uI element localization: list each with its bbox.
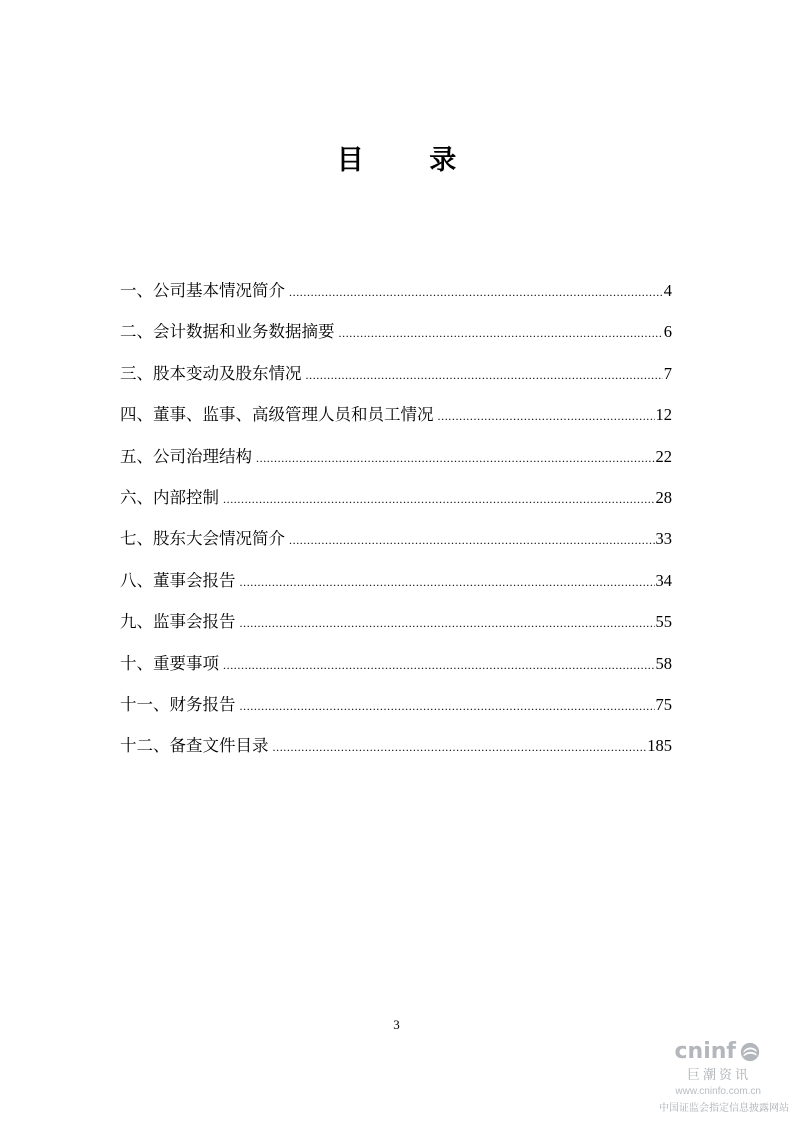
toc-entry-9[interactable] (120, 611, 672, 652)
watermark-brand-cn: 巨潮资讯 (686, 1068, 751, 1083)
toc-leader-dots (240, 571, 655, 593)
toc-entry-label: 三、股本变动及股东情况 (120, 363, 302, 383)
toc-entry-8[interactable] (120, 570, 672, 611)
toc-entry-page: 22 (655, 446, 672, 466)
toc-leader-dots (438, 405, 655, 427)
watermark-logo (639, 1041, 789, 1063)
toc-leader-dots (256, 447, 655, 469)
toc-leader-dots (240, 612, 655, 634)
toc-entry-4[interactable] (120, 404, 672, 445)
toc-leader-dots (273, 736, 647, 758)
toc-leader-dots (223, 488, 655, 510)
watermark-brand: cninf (674, 1039, 736, 1064)
toc-entry-3[interactable] (120, 363, 672, 404)
toc-entry-label: 十二、备查文件目录 (120, 736, 269, 756)
toc-entry-5[interactable] (120, 446, 672, 487)
toc-entry-label: 十一、财务报告 (120, 694, 236, 714)
toc-entry-page: 75 (655, 694, 672, 714)
toc-entry-label: 二、会计数据和业务数据摘要 (120, 322, 335, 342)
toc-entry-1[interactable] (120, 280, 672, 321)
toc-entry-page: 58 (655, 653, 672, 673)
watermark-tagline: 中国证监会指定信息披露网站 (659, 1103, 789, 1114)
cninfo-watermark (639, 1041, 789, 1114)
toc-entry-label: 五、公司治理结构 (120, 446, 252, 466)
toc-entry-2[interactable] (120, 321, 672, 362)
toc-entry-label: 七、股东大会情况简介 (120, 529, 285, 549)
watermark-url: www.cninfo.com.cn (675, 1086, 761, 1097)
toc-entry-page: 28 (655, 487, 672, 507)
toc-entry-label: 四、董事、监事、高级管理人员和员工情况 (120, 405, 434, 425)
toc-entry-6[interactable] (120, 487, 672, 528)
toc-leader-dots (240, 695, 655, 717)
table-of-contents (120, 280, 672, 777)
toc-entry-12[interactable] (120, 735, 672, 776)
toc-entry-label: 六、内部控制 (120, 487, 219, 507)
toc-leader-dots (289, 529, 655, 551)
toc-entry-10[interactable] (120, 653, 672, 694)
toc-entry-label: 一、公司基本情况简介 (120, 281, 285, 300)
toc-entry-11[interactable] (120, 694, 672, 735)
toc-leader-dots (339, 322, 663, 344)
toc-entry-label: 十、重要事项 (120, 653, 219, 673)
toc-leader-dots (289, 281, 663, 303)
toc-entry-label: 八、董事会报告 (120, 570, 236, 590)
toc-entry-page: 6 (663, 322, 672, 342)
toc-entry-page: 34 (655, 570, 672, 590)
toc-entry-page: 12 (655, 405, 672, 425)
toc-entry-label: 九、监事会报告 (120, 612, 236, 632)
cninfo-logo-icon (739, 1041, 761, 1063)
page-number: 3 (393, 1017, 400, 1032)
toc-leader-dots (306, 364, 663, 386)
toc-entry-page: 185 (647, 736, 672, 756)
toc-entry-page: 33 (655, 529, 672, 549)
toc-entry-7[interactable] (120, 528, 672, 569)
toc-entry-page: 7 (663, 363, 672, 383)
page-title: 目 录 (336, 145, 485, 176)
toc-entry-page: 55 (655, 612, 672, 632)
toc-leader-dots (223, 654, 655, 676)
toc-entry-page: 4 (663, 281, 672, 300)
